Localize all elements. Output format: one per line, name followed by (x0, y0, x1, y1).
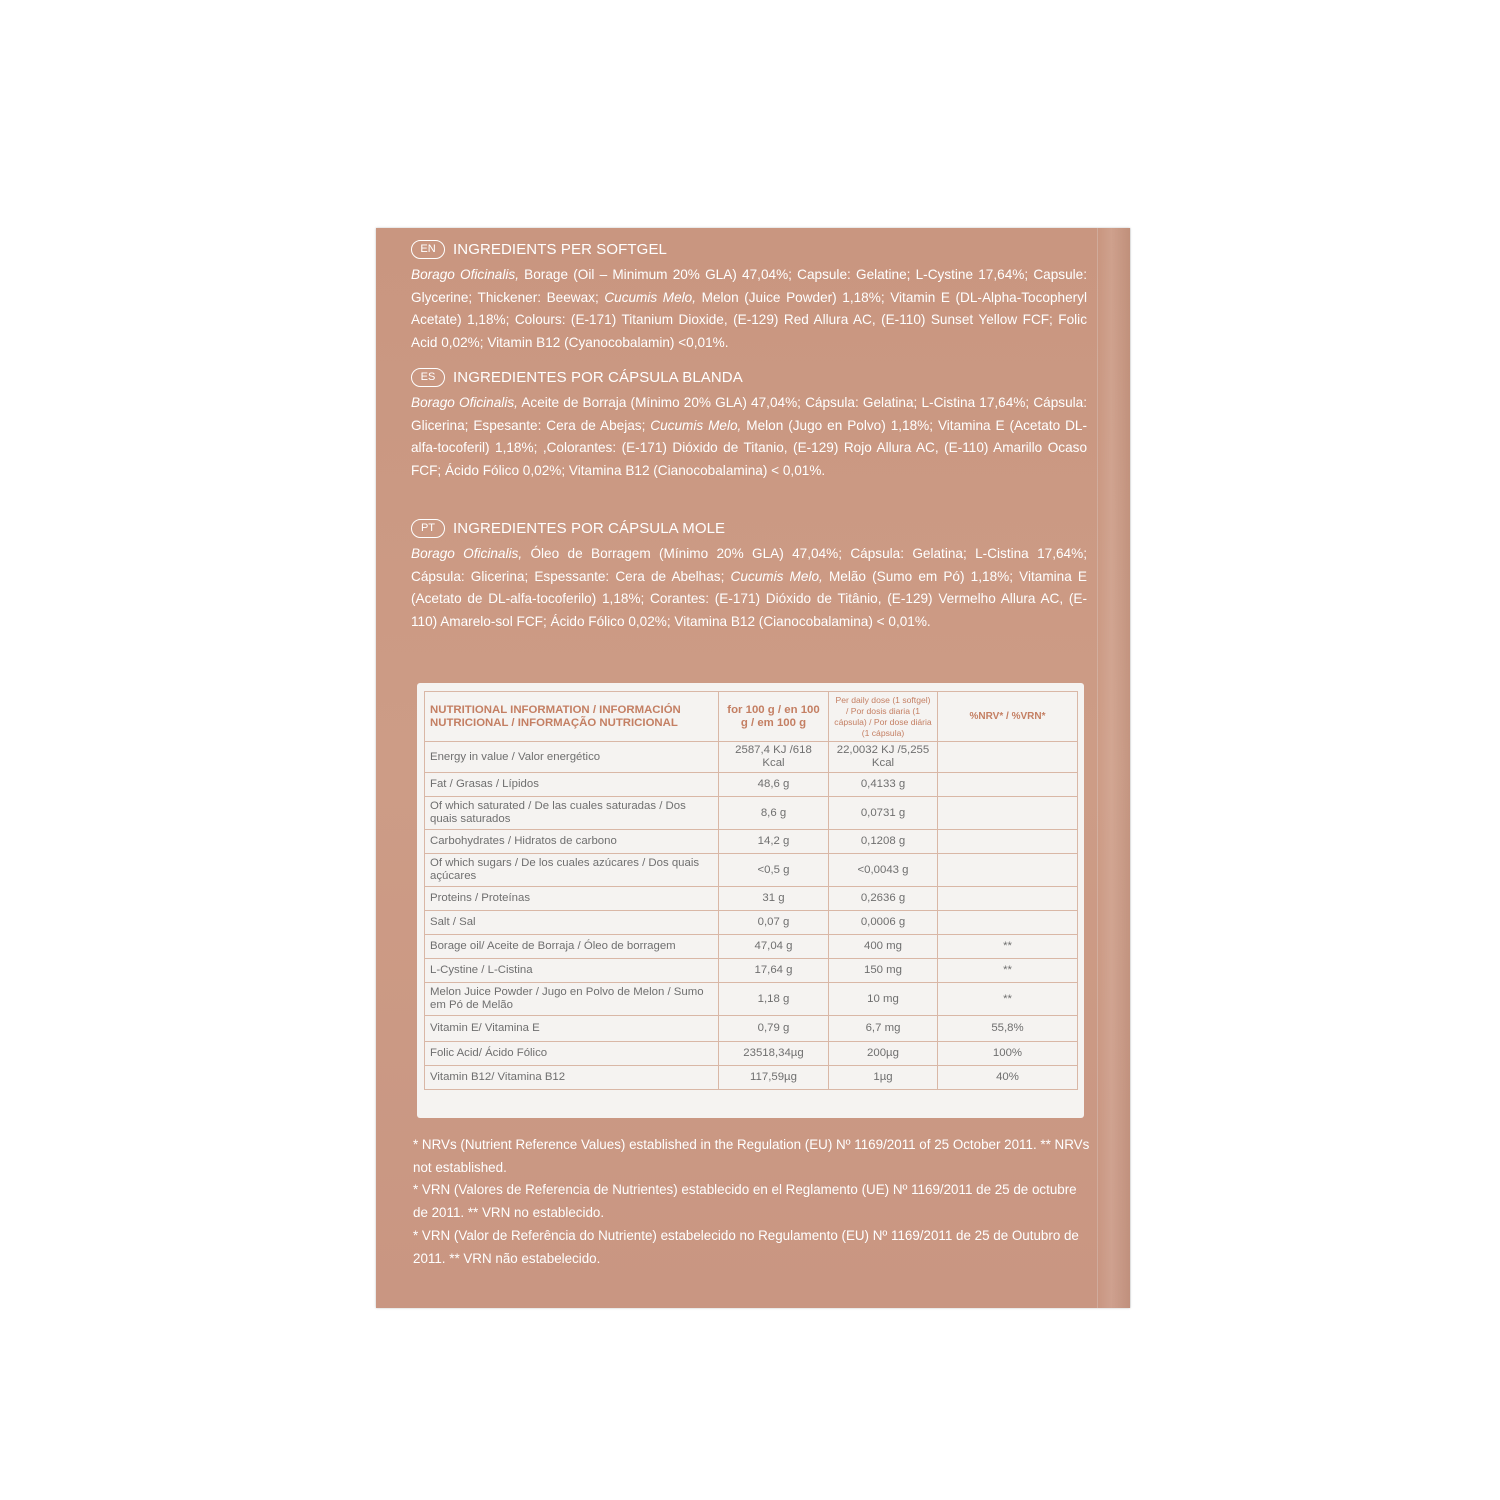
value-nrv: ** (938, 959, 1078, 983)
nutrient-name: Folic Acid/ Ácido Fólico (425, 1042, 719, 1066)
value-per-dose: 1µg (829, 1066, 938, 1090)
table-row (425, 1016, 1078, 1042)
footnote-en: * NRVs (Nutrient Reference Values) established in the Regulation (EU) Nº 1169/2011 of 25 October 2011. ** NRVs not established. (413, 1137, 1090, 1175)
nutrition-rows (425, 742, 1078, 1090)
footnotes (413, 1134, 1093, 1270)
value-per-dose: 0,0006 g (829, 911, 938, 935)
header-nrv: %NRV* / %VRN* (938, 692, 1078, 742)
value-per-dose: 0,0731 g (829, 797, 938, 830)
section-title-pt: INGREDIENTES POR CÁPSULA MOLE (453, 519, 726, 537)
nutrient-name: Vitamin E/ Vitamina E (425, 1016, 719, 1042)
table-row (425, 773, 1078, 797)
nutrient-name: Vitamin B12/ Vitamina B12 (425, 1066, 719, 1090)
footnote-es: * VRN (Valores de Referencia de Nutrientes) establecido en el Reglamento (UE) Nº 1169/2011 de 25 de octubre de 2011. ** VRN no establecido. (413, 1182, 1077, 1221)
value-per-dose: 6,7 mg (829, 1016, 938, 1042)
value-nrv (938, 773, 1078, 797)
value-per-100g: 31 g (719, 887, 829, 911)
value-nrv (938, 742, 1078, 773)
value-per-100g: 23518,34µg (719, 1042, 829, 1066)
table-row (425, 854, 1078, 887)
header-per-daily-dose: Per daily dose (1 softgel) / Por dosis diaria (1 cápsula) / Por dose diária (1 cápsula) (829, 692, 938, 742)
ingredients-text-pt: Borago Oficinalis, Óleo de Borragem (Mínimo 20% GLA) 47,04%; Cápsula: Gelatina; L-Cistina 17,64%; Cápsula: Glicerina; Espessante: Cera de Abelhas; Cucumis Melo, Melão (Sumo em Pó) 1,18%; Vitamina E (Acetato de DL-alfa-tocoferilo) 1,18%; Corantes: (E-171) Dióxido de Titânio, (E-129) Vermelho Allura AC, (E-110) Amarelo-sol FCF; Ácido Fólico 0,02%; Vitamina B12 (Cianocobalamina) < 0,01%. (411, 546, 1087, 629)
nutrient-name: Energy in value / Valor energético (425, 742, 719, 773)
nutrient-name: Borage oil/ Aceite de Borraja / Óleo de borragem (425, 935, 719, 959)
value-nrv (938, 911, 1078, 935)
value-nrv: 40% (938, 1066, 1078, 1090)
value-per-dose: 0,4133 g (829, 773, 938, 797)
table-row (425, 830, 1078, 854)
value-nrv (938, 830, 1078, 854)
value-per-dose: 200µg (829, 1042, 938, 1066)
value-nrv: 100% (938, 1042, 1078, 1066)
footnote-pt: * VRN (Valor de Referência do Nutriente) estabelecido no Regulamento (EU) Nº 1169/2011 de 25 de Outubro de 2011. ** VRN não estabelecido. (413, 1227, 1079, 1266)
value-nrv: 55,8% (938, 1016, 1078, 1042)
value-per-dose: <0,0043 g (829, 854, 938, 887)
value-per-100g: 47,04 g (719, 935, 829, 959)
value-per-dose: 400 mg (829, 935, 938, 959)
table-row (425, 1066, 1078, 1090)
value-per-100g: 0,79 g (719, 1016, 829, 1042)
ingredients-section-es (411, 365, 1087, 482)
ingredients-text-en: Borago Oficinalis, Borage (Oil – Minimum 20% GLA) 47,04%; Capsule: Gelatine; L-Cystine 17,64%; Capsule: Glycerine; Thickener: Beewax; Cucumis Melo, Melon (Juice Powder) 1,18%; Vitamin E (DL-Alpha-Tocopheryl Acetate) 1,18%; Colours: (E-171) Titanium Dioxide, (E-129) Red Allura AC, (E-110) Sunset Yellow FCF; Folic Acid 0,02%; Vitamin B12 (Cyanocobalamin) <0,01%. (411, 267, 1087, 350)
nutrition-table (424, 691, 1078, 1090)
lang-badge-es: ES (411, 368, 445, 387)
value-per-100g: 0,07 g (719, 911, 829, 935)
value-per-dose: 10 mg (829, 983, 938, 1016)
header-nutrition-info: NUTRITIONAL INFORMATION / INFORMACIÓN NUTRICIONAL / INFORMAÇÃO NUTRICIONAL (425, 692, 719, 742)
value-per-dose: 0,1208 g (829, 830, 938, 854)
table-row (425, 1042, 1078, 1066)
value-per-100g: 8,6 g (719, 797, 829, 830)
section-title-es: INGREDIENTES POR CÁPSULA BLANDA (453, 368, 743, 386)
value-per-dose: 0,2636 g (829, 887, 938, 911)
header-per-100g: for 100 g / en 100 g / em 100 g (719, 692, 829, 742)
nutrient-name: Proteins / Proteínas (425, 887, 719, 911)
value-per-100g: 2587,4 KJ /618 Kcal (719, 742, 829, 773)
table-row (425, 887, 1078, 911)
value-nrv (938, 887, 1078, 911)
section-title-en: INGREDIENTS PER SOFTGEL (453, 240, 667, 258)
nutrient-name: Of which sugars / De los cuales azúcares / Dos quais açúcares (425, 854, 719, 887)
value-per-100g: 17,64 g (719, 959, 829, 983)
lang-badge-en: EN (411, 240, 445, 259)
value-per-100g: 48,6 g (719, 773, 829, 797)
box-side-fold (1097, 228, 1131, 1308)
nutrient-name: Fat / Grasas / Lípidos (425, 773, 719, 797)
value-nrv (938, 797, 1078, 830)
nutrient-name: Melon Juice Powder / Jugo en Polvo de Melon / Sumo em Pó de Melão (425, 983, 719, 1016)
value-per-100g: <0,5 g (719, 854, 829, 887)
value-per-100g: 117,59µg (719, 1066, 829, 1090)
ingredients-section-en (411, 237, 1087, 354)
table-row (425, 959, 1078, 983)
table-row (425, 911, 1078, 935)
nutrient-name: L-Cystine / L-Cistina (425, 959, 719, 983)
table-row (425, 742, 1078, 773)
value-nrv: ** (938, 983, 1078, 1016)
nutrient-name: Of which saturated / De las cuales saturadas / Dos quais saturados (425, 797, 719, 830)
nutrient-name: Salt / Sal (425, 911, 719, 935)
table-row (425, 935, 1078, 959)
value-per-100g: 14,2 g (719, 830, 829, 854)
value-nrv (938, 854, 1078, 887)
value-nrv: ** (938, 935, 1078, 959)
ingredients-section-pt (411, 516, 1087, 633)
table-row (425, 797, 1078, 830)
value-per-100g: 1,18 g (719, 983, 829, 1016)
nutrition-table-panel (417, 683, 1084, 1118)
table-row (425, 983, 1078, 1016)
value-per-dose: 150 mg (829, 959, 938, 983)
value-per-dose: 22,0032 KJ /5,255 Kcal (829, 742, 938, 773)
nutrient-name: Carbohydrates / Hidratos de carbono (425, 830, 719, 854)
ingredients-text-es: Borago Oficinalis, Aceite de Borraja (Mínimo 20% GLA) 47,04%; Cápsula: Gelatina; L-Cistina 17,64%; Cápsula: Glicerina; Espesante: Cera de Abejas; Cucumis Melo, Melon (Jugo en Polvo) 1,18%; Vitamina E (Acetato DL-alfa-tocoferil) 1,18%; ,Colorantes: (E-171) Dióxido de Titanio, (E-129) Rojo Allura AC, (E-110) Amarillo Ocaso FCF; Ácido Fólico 0,02%; Vitamina B12 (Cianocobalamina) < 0,01%. (411, 395, 1087, 478)
lang-badge-pt: PT (411, 519, 445, 538)
